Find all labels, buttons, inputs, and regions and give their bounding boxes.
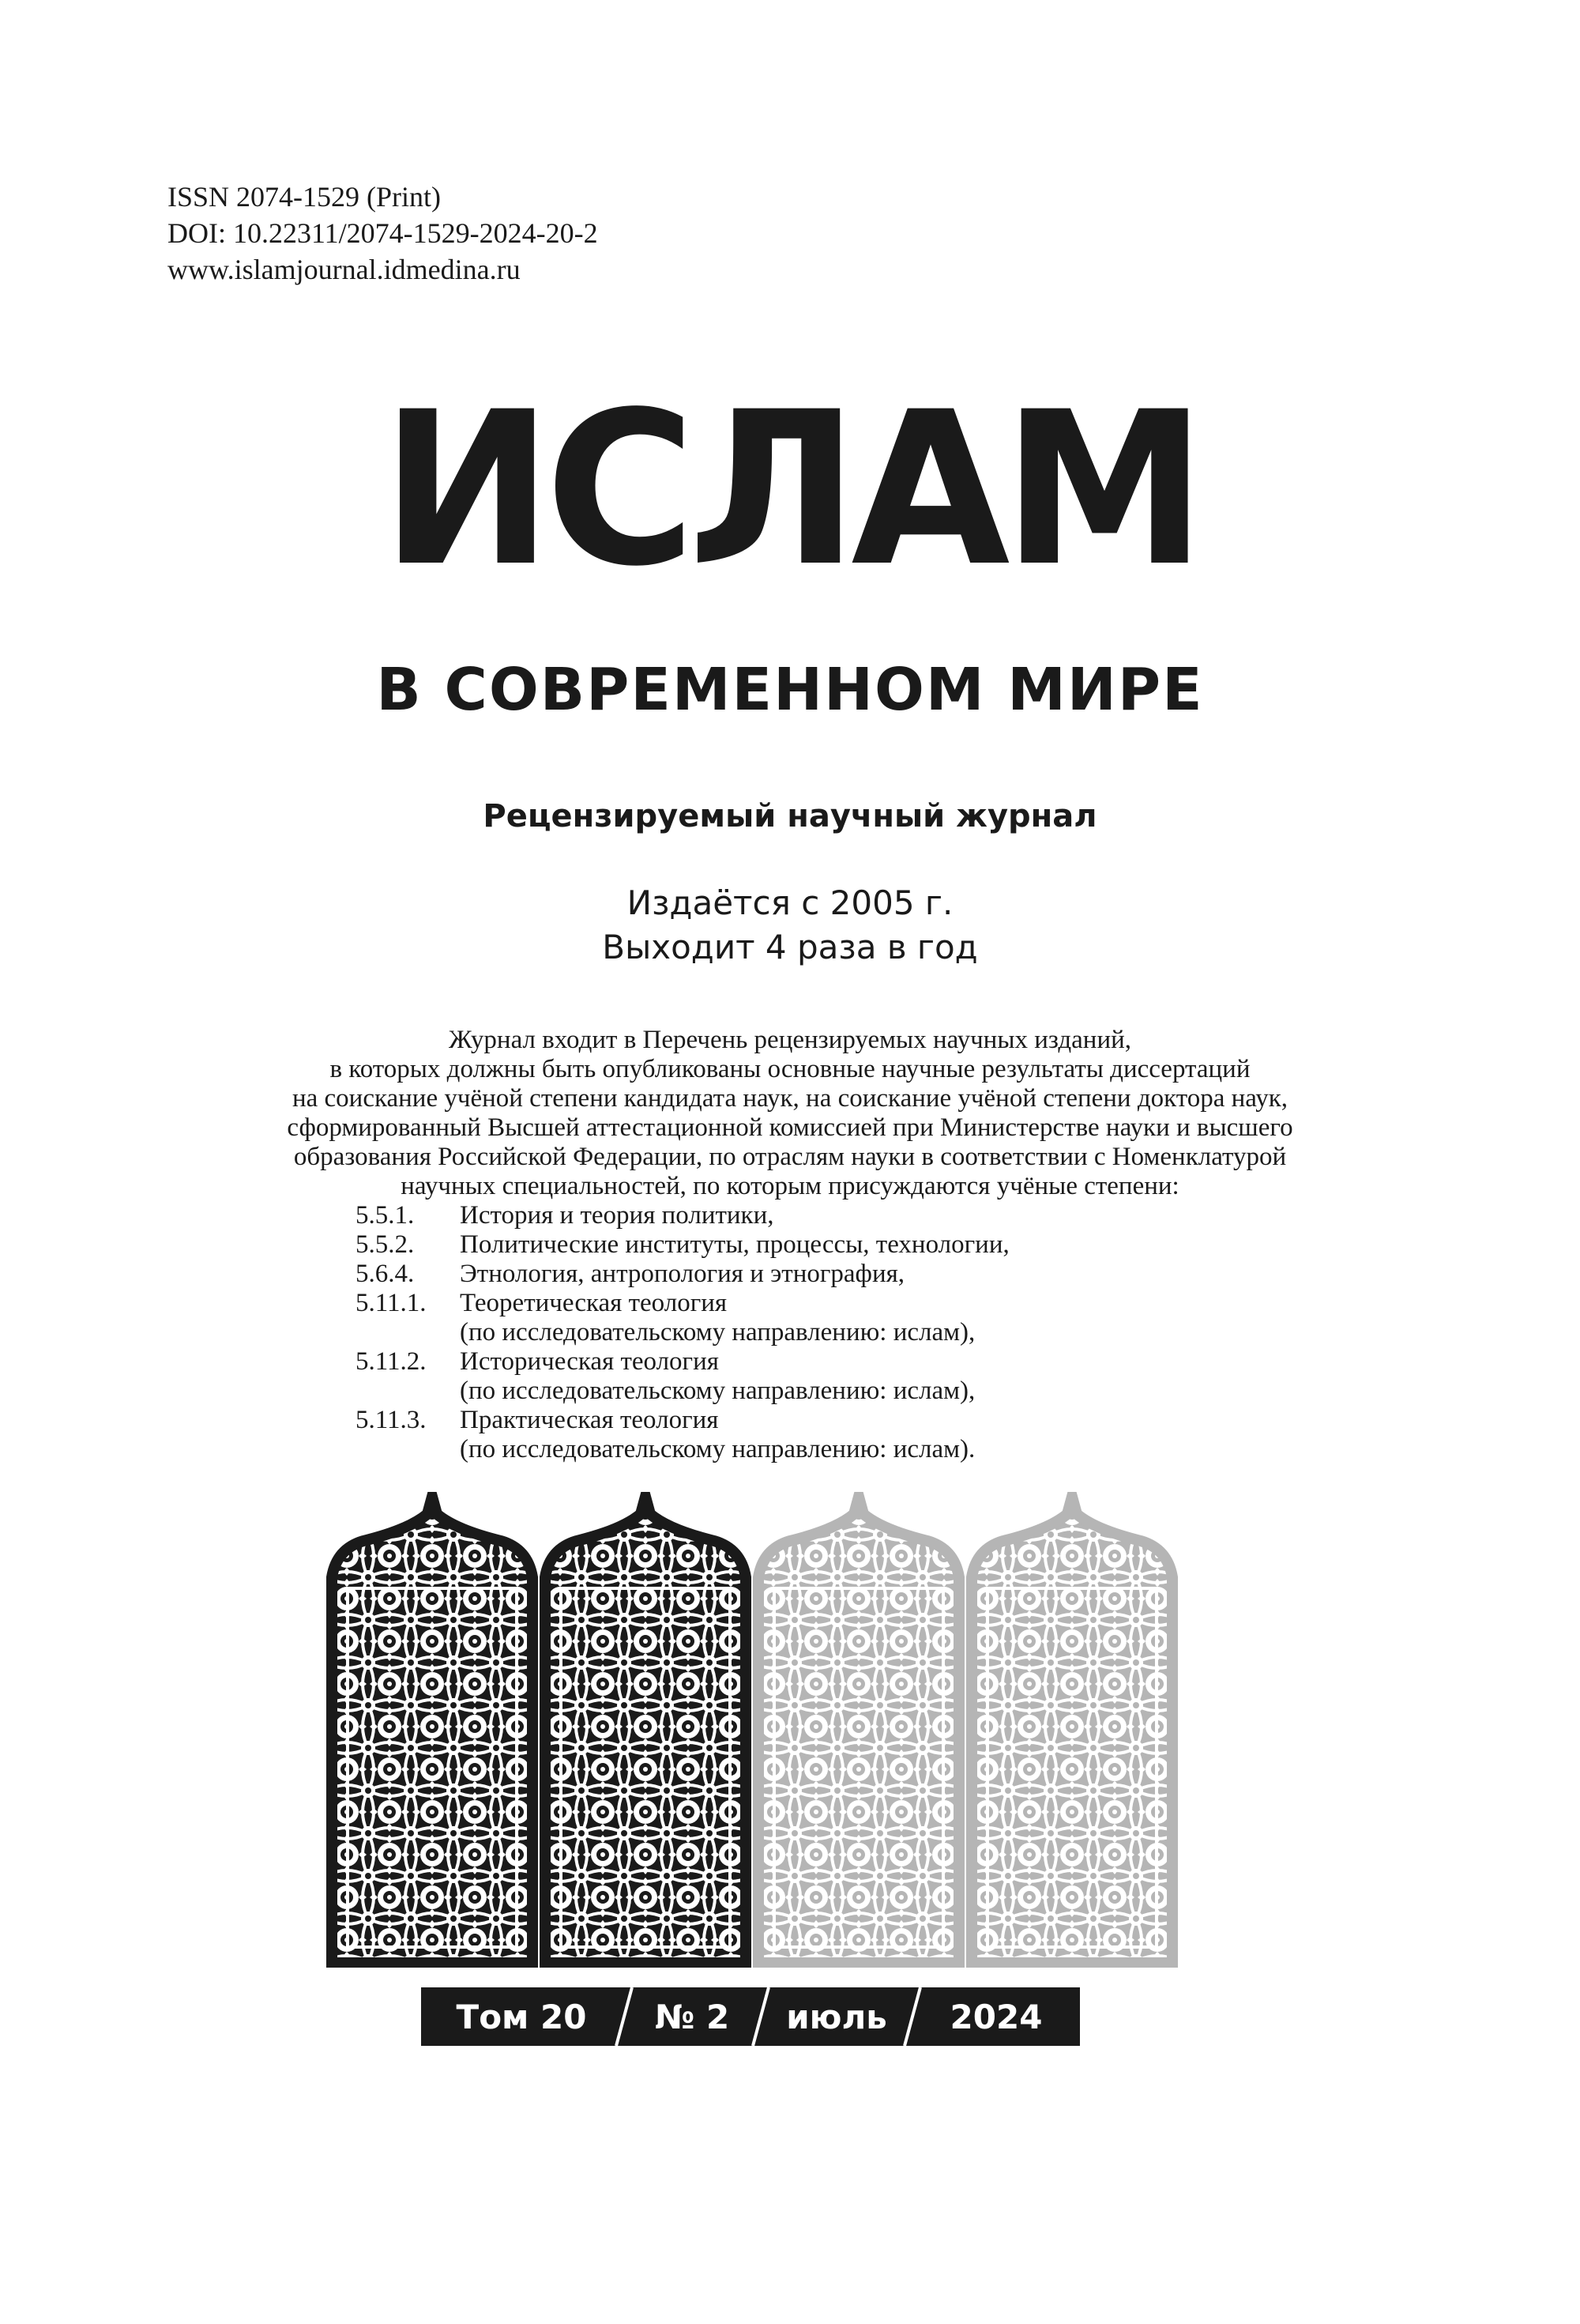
statement-line: научных специальностей, по которым присуждаются учёные степени: xyxy=(401,1172,1179,1200)
specialty-detail-row xyxy=(356,1377,1010,1406)
statement-line: Журнал входит в Перечень рецензируемых научных изданий, xyxy=(448,1026,1132,1054)
journal-subtitle: В СОВРЕМЕННОМ МИРЕ xyxy=(376,656,1204,724)
specialty-code: 5.11.1. xyxy=(356,1289,427,1317)
specialty-item xyxy=(356,1260,1010,1289)
vak-statement xyxy=(0,1026,1580,1201)
issue-bar xyxy=(421,1987,1080,2046)
specialty-item xyxy=(356,1289,1010,1318)
frequency: Выходит 4 раза в год xyxy=(602,928,978,966)
specialty-name: Практическая теология xyxy=(460,1406,719,1434)
publication-info xyxy=(0,881,1580,970)
statement-line: в которых должны быть опубликованы основные научные результаты диссертаций xyxy=(329,1055,1251,1083)
doi-line: DOI: 10.22311/2074-1529-2024-20-2 xyxy=(167,217,598,249)
website-link[interactable]: www.islamjournal.idmedina.ru xyxy=(167,254,521,285)
specialty-name: Этнология, антропология и этнография, xyxy=(460,1260,905,1288)
specialty-indent xyxy=(356,1377,460,1406)
specialty-indent xyxy=(356,1435,460,1464)
specialty-detail: (по исследовательскому направлению: ислам), xyxy=(460,1377,976,1405)
identifiers-block xyxy=(167,179,598,288)
specialty-code: 5.11.2. xyxy=(356,1347,427,1376)
ornament-panel xyxy=(972,1497,1172,1963)
specialty-item xyxy=(356,1230,1010,1260)
ornament-panel xyxy=(545,1497,746,1963)
issn-line: ISSN 2074-1529 (Print) xyxy=(167,181,442,213)
specialty-item xyxy=(356,1201,1010,1230)
specialty-item xyxy=(356,1347,1010,1377)
ornament-panel-shape xyxy=(545,1497,746,1963)
specialty-name: Историческая теология xyxy=(460,1347,719,1376)
specialty-item xyxy=(356,1406,1010,1435)
issue-volume: Том 20 xyxy=(456,1998,587,2036)
issue-month: июль xyxy=(786,1998,887,2036)
specialty-detail: (по исследовательскому направлению: ислам). xyxy=(460,1435,976,1463)
specialty-code: 5.11.3. xyxy=(356,1406,427,1434)
statement-line: на соискание учёной степени кандидата наук, на соискание учёной степени доктора наук, xyxy=(292,1084,1288,1113)
ornament-panel-shape xyxy=(972,1497,1172,1963)
statement-line: сформированный Высшей аттестационной комиссией при Министерстве науки и высшего xyxy=(287,1113,1293,1142)
specialties-list xyxy=(356,1201,1010,1464)
issue-year: 2024 xyxy=(950,1998,1043,2036)
specialty-detail: (по исследовательскому направлению: ислам), xyxy=(460,1318,976,1347)
journal-tagline: Рецензируемый научный журнал xyxy=(483,798,1097,834)
specialty-code: 5.5.2. xyxy=(356,1230,415,1259)
specialty-detail-row xyxy=(356,1318,1010,1347)
specialty-detail-row xyxy=(356,1435,1010,1464)
specialty-code: 5.5.1. xyxy=(356,1201,415,1230)
published-since: Издаётся с 2005 г. xyxy=(626,883,954,922)
ornament-panels xyxy=(325,1492,1179,1968)
ornament-panel xyxy=(758,1497,959,1963)
specialty-name: История и теория политики, xyxy=(460,1201,774,1230)
specialty-name: Политические институты, процессы, технологии, xyxy=(460,1230,1010,1259)
specialty-indent xyxy=(356,1318,460,1347)
specialty-code: 5.6.4. xyxy=(356,1260,415,1288)
ornament-panel-shape xyxy=(332,1497,532,1963)
specialty-name: Теоретическая теология xyxy=(460,1289,728,1317)
statement-line: образования Российской Федерации, по отраслям науки в соответствии с Номенклатурой xyxy=(293,1143,1287,1171)
journal-title: ИСЛАМ xyxy=(381,367,1199,613)
ornament-panel-shape xyxy=(758,1497,959,1963)
ornament-panel xyxy=(332,1497,532,1963)
issue-number: № 2 xyxy=(654,1998,730,2036)
